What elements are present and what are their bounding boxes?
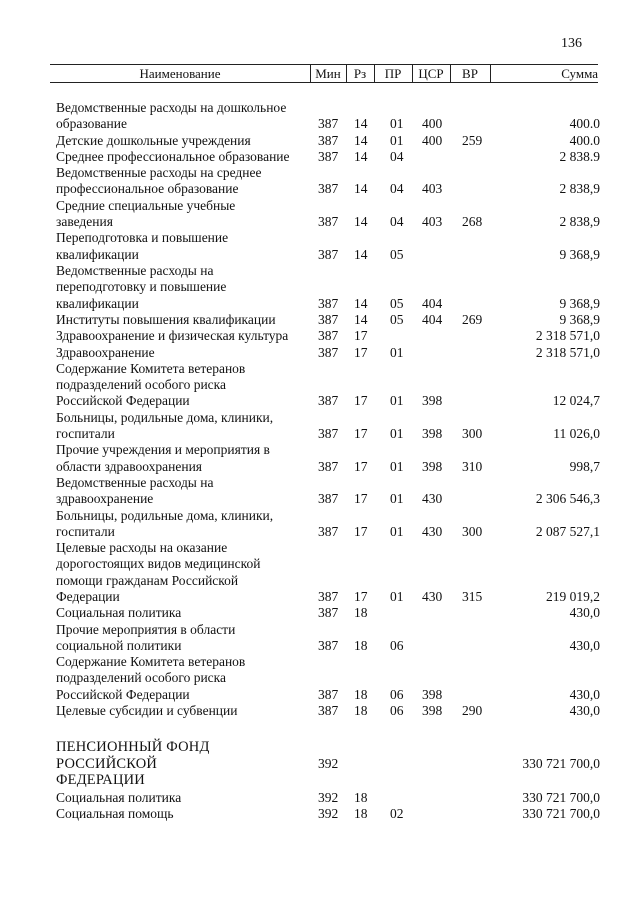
cell-sum: 430,0	[569, 686, 600, 702]
row-name-line: Здравоохранение	[56, 344, 155, 360]
cell-vr: 315	[462, 588, 483, 604]
cell-min: 387	[318, 588, 339, 604]
cell-vr: 300	[462, 523, 483, 539]
row-name-line: подразделений особого риска	[56, 670, 227, 686]
row-name-line: Институты повышения квалификации	[56, 311, 276, 327]
row-name	[56, 312, 304, 328]
cell-sum: 430,0	[569, 605, 600, 621]
row-name-line: Ведомственные расходы на среднее	[56, 165, 262, 181]
cell-csr: 403	[422, 214, 443, 230]
cell-rz: 14	[354, 148, 368, 164]
cell-pr: 06	[390, 686, 404, 702]
row-name-line: Ведомственные расходы на дошкольное	[56, 100, 287, 115]
row-name-line: Больницы, родильные дома, клиники,	[56, 409, 274, 425]
row-name-line: ФЕДЕРАЦИИ	[56, 771, 145, 788]
table-row	[0, 198, 640, 231]
row-name	[56, 410, 304, 443]
page-number: 136	[561, 36, 582, 51]
cell-pr: 04	[390, 181, 404, 197]
cell-csr: 403	[422, 181, 443, 197]
row-name-line: Ведомственные расходы на	[56, 263, 214, 278]
cell-pr: 01	[390, 116, 404, 132]
cell-sum: 330 721 700,0	[522, 806, 600, 822]
row-name-line: Переподготовка и повышение	[56, 230, 229, 246]
cell-sum: 2 087 527,1	[535, 523, 600, 539]
cell-sum: 430,0	[569, 703, 600, 719]
cell-pr: 01	[390, 393, 404, 409]
cell-sum: 430,0	[569, 637, 600, 653]
table-row	[0, 149, 640, 165]
cell-rz: 14	[354, 116, 368, 132]
row-name	[56, 263, 304, 312]
cell-pr: 01	[390, 344, 404, 360]
row-name-line: госпитали	[56, 523, 115, 539]
table-row	[0, 328, 640, 344]
row-name-line: квалификации	[56, 246, 139, 262]
cell-rz: 17	[354, 588, 368, 604]
cell-sum: 9 368,9	[559, 246, 600, 262]
cell-rz: 14	[354, 132, 368, 148]
row-name-line: ПЕНСИОННЫЙ ФОНД РОССИЙСКОЙ	[56, 739, 210, 772]
cell-csr: 404	[422, 295, 443, 311]
row-name-line: Социальная политика	[56, 605, 182, 621]
cell-min: 387	[318, 393, 339, 409]
cell-pr: 05	[390, 311, 404, 327]
table-row	[0, 654, 640, 703]
cell-min: 392	[318, 790, 339, 805]
row-name-line: Федерации	[56, 588, 120, 604]
cell-min: 387	[318, 344, 339, 360]
table-row	[0, 100, 640, 133]
row-name	[56, 622, 304, 655]
row-name-line: Российской Федерации	[56, 393, 190, 409]
cell-pr: 02	[390, 806, 404, 822]
cell-csr: 430	[422, 588, 443, 604]
table-row	[0, 361, 640, 410]
table-row	[0, 345, 640, 361]
cell-min: 387	[318, 246, 339, 262]
row-name	[56, 328, 304, 344]
cell-sum: 9 368,9	[559, 295, 600, 311]
cell-pr: 01	[390, 425, 404, 441]
cell-rz: 18	[354, 703, 368, 719]
row-name-line: Среднее профессиональное образование	[56, 148, 290, 164]
table-row	[0, 133, 640, 149]
cell-pr: 05	[390, 246, 404, 262]
cell-csr: 400	[422, 116, 443, 132]
row-name	[56, 361, 304, 410]
row-name	[56, 198, 304, 231]
header-sum: Сумма	[561, 66, 598, 81]
row-name-line: здравоохранение	[56, 491, 154, 507]
row-name-line: квалификации	[56, 295, 139, 311]
cell-min: 387	[318, 605, 339, 621]
cell-rz: 17	[354, 458, 368, 474]
cell-min: 387	[318, 295, 339, 311]
row-name-line: Больницы, родильные дома, клиники,	[56, 507, 274, 523]
row-name	[56, 442, 304, 475]
cell-sum: 9 368,9	[559, 311, 600, 327]
cell-rz: 14	[354, 311, 368, 327]
cell-sum: 330 721 700,0	[522, 755, 600, 771]
cell-csr: 398	[422, 458, 443, 474]
table-row	[0, 703, 640, 719]
cell-pr: 01	[390, 132, 404, 148]
row-name	[56, 540, 304, 605]
cell-pr: 01	[390, 523, 404, 539]
cell-pr: 01	[390, 588, 404, 604]
cell-min: 387	[318, 311, 339, 327]
cell-sum: 2 318 571,0	[535, 344, 600, 360]
row-name-line: Целевые субсидии и субвенции	[56, 703, 238, 719]
cell-min: 387	[318, 458, 339, 474]
table-row	[0, 508, 640, 541]
cell-rz: 14	[354, 246, 368, 262]
cell-csr: 400	[422, 132, 443, 148]
cell-rz: 17	[354, 393, 368, 409]
cell-csr: 398	[422, 425, 443, 441]
table-row	[0, 739, 640, 788]
cell-pr: 06	[390, 637, 404, 653]
cell-rz: 18	[354, 790, 368, 805]
cell-sum: 219 019,2	[546, 588, 600, 604]
row-name-line: помощи гражданам Российской	[56, 572, 239, 588]
row-name-line: Социальная помощь	[56, 806, 174, 822]
row-name-line: Содержание Комитета ветеранов	[56, 654, 246, 670]
cell-sum: 2 318 571,0	[535, 328, 600, 344]
row-name	[56, 345, 304, 361]
table-row	[0, 540, 640, 605]
cell-sum: 2 838.9	[559, 148, 600, 164]
header-name: Наименование	[139, 66, 221, 81]
cell-min: 387	[318, 686, 339, 702]
cell-sum: 2 838,9	[559, 181, 600, 197]
row-name-line: Содержание Комитета ветеранов	[56, 360, 246, 376]
row-name	[56, 790, 304, 806]
table-header	[50, 64, 598, 83]
cell-csr: 430	[422, 491, 443, 507]
cell-rz: 17	[354, 425, 368, 441]
row-name-line: Здравоохранение и физическая культура	[56, 328, 289, 344]
cell-rz: 18	[354, 806, 368, 822]
cell-sum: 11 026,0	[553, 425, 600, 441]
cell-min: 392	[318, 806, 339, 822]
row-name-line: Российской Федерации	[56, 686, 190, 702]
cell-vr: 300	[462, 425, 483, 441]
row-name-line: области здравоохранения	[56, 458, 203, 474]
row-name-line: профессиональное образование	[56, 181, 239, 197]
row-name-line: Целевые расходы на оказание	[56, 540, 228, 556]
header-vr: ВР	[462, 66, 478, 81]
cell-rz: 18	[354, 605, 368, 621]
cell-vr: 268	[462, 214, 483, 230]
table-row	[0, 442, 640, 475]
cell-rz: 14	[354, 295, 368, 311]
row-name-line: Прочие мероприятия в области	[56, 621, 236, 637]
table-row	[0, 622, 640, 655]
table-row	[0, 790, 640, 806]
cell-min: 387	[318, 181, 339, 197]
table-row	[0, 806, 640, 822]
row-name	[56, 230, 304, 263]
cell-min: 387	[318, 214, 339, 230]
cell-rz: 14	[354, 181, 368, 197]
row-name-line: подразделений особого риска	[56, 377, 227, 393]
cell-vr: 290	[462, 703, 483, 719]
row-name-line: Социальная политика	[56, 790, 182, 805]
cell-min: 387	[318, 523, 339, 539]
row-name-line: госпитали	[56, 425, 115, 441]
header-min: Мин	[315, 66, 341, 81]
header-pr: ПР	[384, 66, 402, 81]
cell-csr: 430	[422, 523, 443, 539]
table-row	[0, 312, 640, 328]
row-name-line: переподготовку и повышение	[56, 279, 227, 295]
cell-min: 387	[318, 132, 339, 148]
cell-sum: 330 721 700,0	[522, 790, 600, 805]
cell-pr: 04	[390, 214, 404, 230]
cell-vr: 269	[462, 311, 483, 327]
cell-sum: 998,7	[569, 458, 600, 474]
cell-pr: 05	[390, 295, 404, 311]
cell-min: 387	[318, 703, 339, 719]
header-csr: ЦСР	[418, 66, 444, 81]
cell-csr: 404	[422, 311, 443, 327]
row-name-line: дорогостоящих видов медицинской	[56, 556, 261, 572]
cell-rz: 17	[354, 328, 368, 344]
row-name-line: образование	[56, 116, 127, 132]
cell-min: 387	[318, 637, 339, 653]
cell-rz: 17	[354, 523, 368, 539]
cell-csr: 398	[422, 393, 443, 409]
row-name	[56, 739, 304, 788]
row-name	[56, 133, 304, 149]
cell-pr: 04	[390, 148, 404, 164]
row-name-line: Детские дошкольные учреждения	[56, 132, 251, 148]
cell-min: 387	[318, 116, 339, 132]
row-name-line: заведения	[56, 214, 113, 230]
row-name	[56, 100, 304, 133]
cell-csr: 398	[422, 686, 443, 702]
row-name	[56, 149, 304, 165]
cell-sum: 400.0	[569, 116, 600, 132]
table-row	[0, 475, 640, 508]
header-rz: Рз	[353, 66, 367, 81]
row-name	[56, 806, 304, 822]
table-row	[0, 230, 640, 263]
table-row	[0, 410, 640, 443]
row-name	[56, 475, 304, 508]
cell-rz: 14	[354, 214, 368, 230]
cell-pr: 06	[390, 703, 404, 719]
cell-vr: 259	[462, 132, 483, 148]
cell-sum: 2 306 546,3	[535, 491, 600, 507]
table-row	[0, 165, 640, 198]
row-name-line: Ведомственные расходы на	[56, 474, 214, 490]
cell-min: 392	[318, 755, 339, 771]
cell-pr: 01	[390, 491, 404, 507]
cell-sum: 2 838,9	[559, 214, 600, 230]
cell-sum: 400.0	[569, 132, 600, 148]
row-name-line: Средние специальные учебные	[56, 197, 236, 213]
cell-rz: 17	[354, 491, 368, 507]
cell-rz: 18	[354, 637, 368, 653]
row-name-line: социальной политики	[56, 637, 182, 653]
cell-rz: 18	[354, 686, 368, 702]
cell-min: 387	[318, 491, 339, 507]
cell-sum: 12 024,7	[552, 393, 600, 409]
table-row	[0, 263, 640, 312]
cell-csr: 398	[422, 703, 443, 719]
cell-pr: 01	[390, 458, 404, 474]
row-name	[56, 605, 304, 621]
row-name	[56, 654, 304, 703]
row-name	[56, 165, 304, 198]
cell-min: 387	[318, 425, 339, 441]
row-name	[56, 703, 304, 719]
cell-min: 387	[318, 328, 339, 344]
cell-rz: 17	[354, 344, 368, 360]
row-name	[56, 508, 304, 541]
cell-vr: 310	[462, 458, 483, 474]
row-name-line: Прочие учреждения и мероприятия в	[56, 442, 270, 458]
cell-min: 387	[318, 148, 339, 164]
table-row	[0, 605, 640, 621]
